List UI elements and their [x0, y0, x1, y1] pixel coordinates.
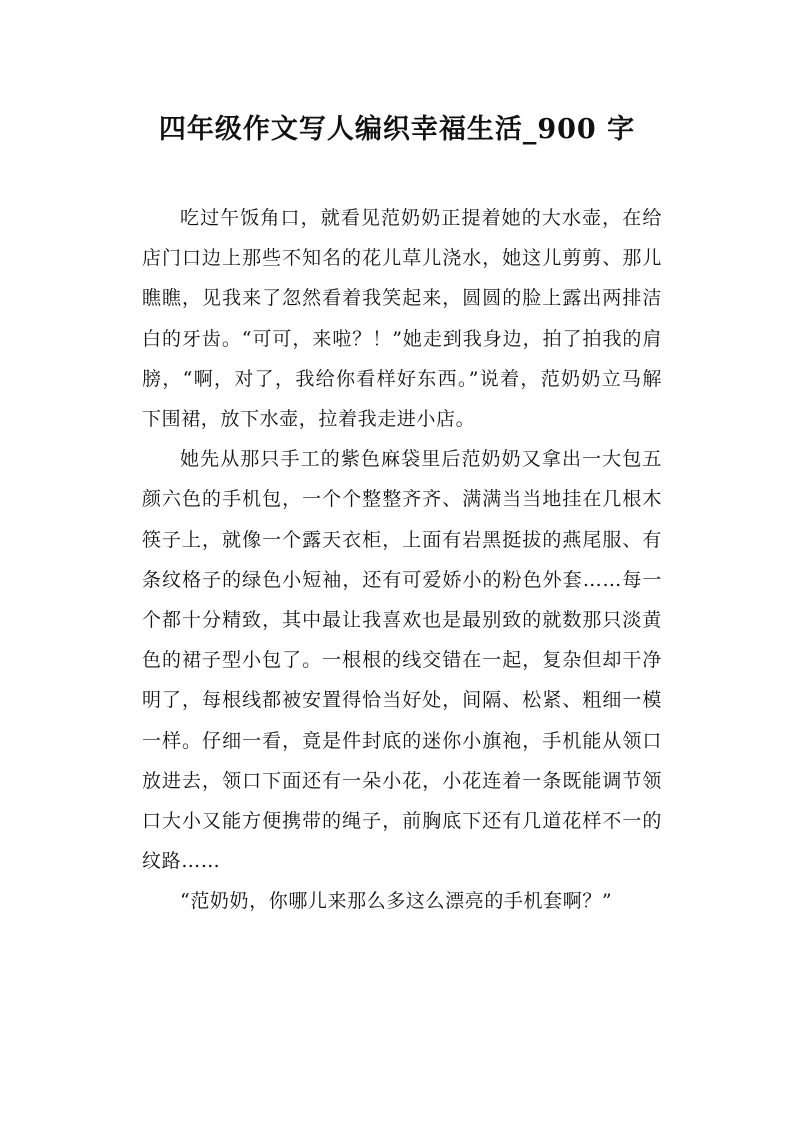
paragraph-1: 吃过午饭角口，就看见范奶奶正提着她的大水壶，在给店门口边上那些不知名的花儿草儿浇水，她这儿剪剪、那儿瞧瞧，见我来了忽然看着我笑起来，圆圆的脸上露出两排洁白的牙齿。“可可，来啦？！”她走到我身边，拍了拍我的肩膀，“啊，对了，我给你看样好东西。”说着，范奶奶立马解下围裙，放下水壶，拉着我走进小店。 [142, 207, 662, 431]
paragraph-3: “范奶奶，你哪儿来那么多这么漂亮的手机套啊？” [180, 890, 613, 913]
paragraph-2: 她先从那只手工的紫色麻袋里后范奶奶又拿出一大包五颜六色的手机包，一个个整整齐齐、满满当当地挂在几根木筷子上，就像一个露天衣柜，上面有岩黑挺拔的燕尾服、有条纹格子的绿色小短袖，还有可爱娇小的粉色外套……每一个都十分精致，其中最让我喜欢也是最别致的就数那只淡黄色的裙子型小包了。一根根的线交错在一起，复杂但却干净明了，每根线都被安置得恰当好处，间隔、松紧、粗细一模一样。仔细一看，竟是件封底的迷你小旗袍，手机能从领口放进去，领口下面还有一朵小花，小花连着一条既能调节领口大小又能方便携带的绳子，前胸底下还有几道花样不一的纹路…… [142, 448, 662, 873]
document-body [142, 198, 662, 922]
document-title: 四年级作文写人编织幸福生活_900 字 [158, 114, 636, 145]
